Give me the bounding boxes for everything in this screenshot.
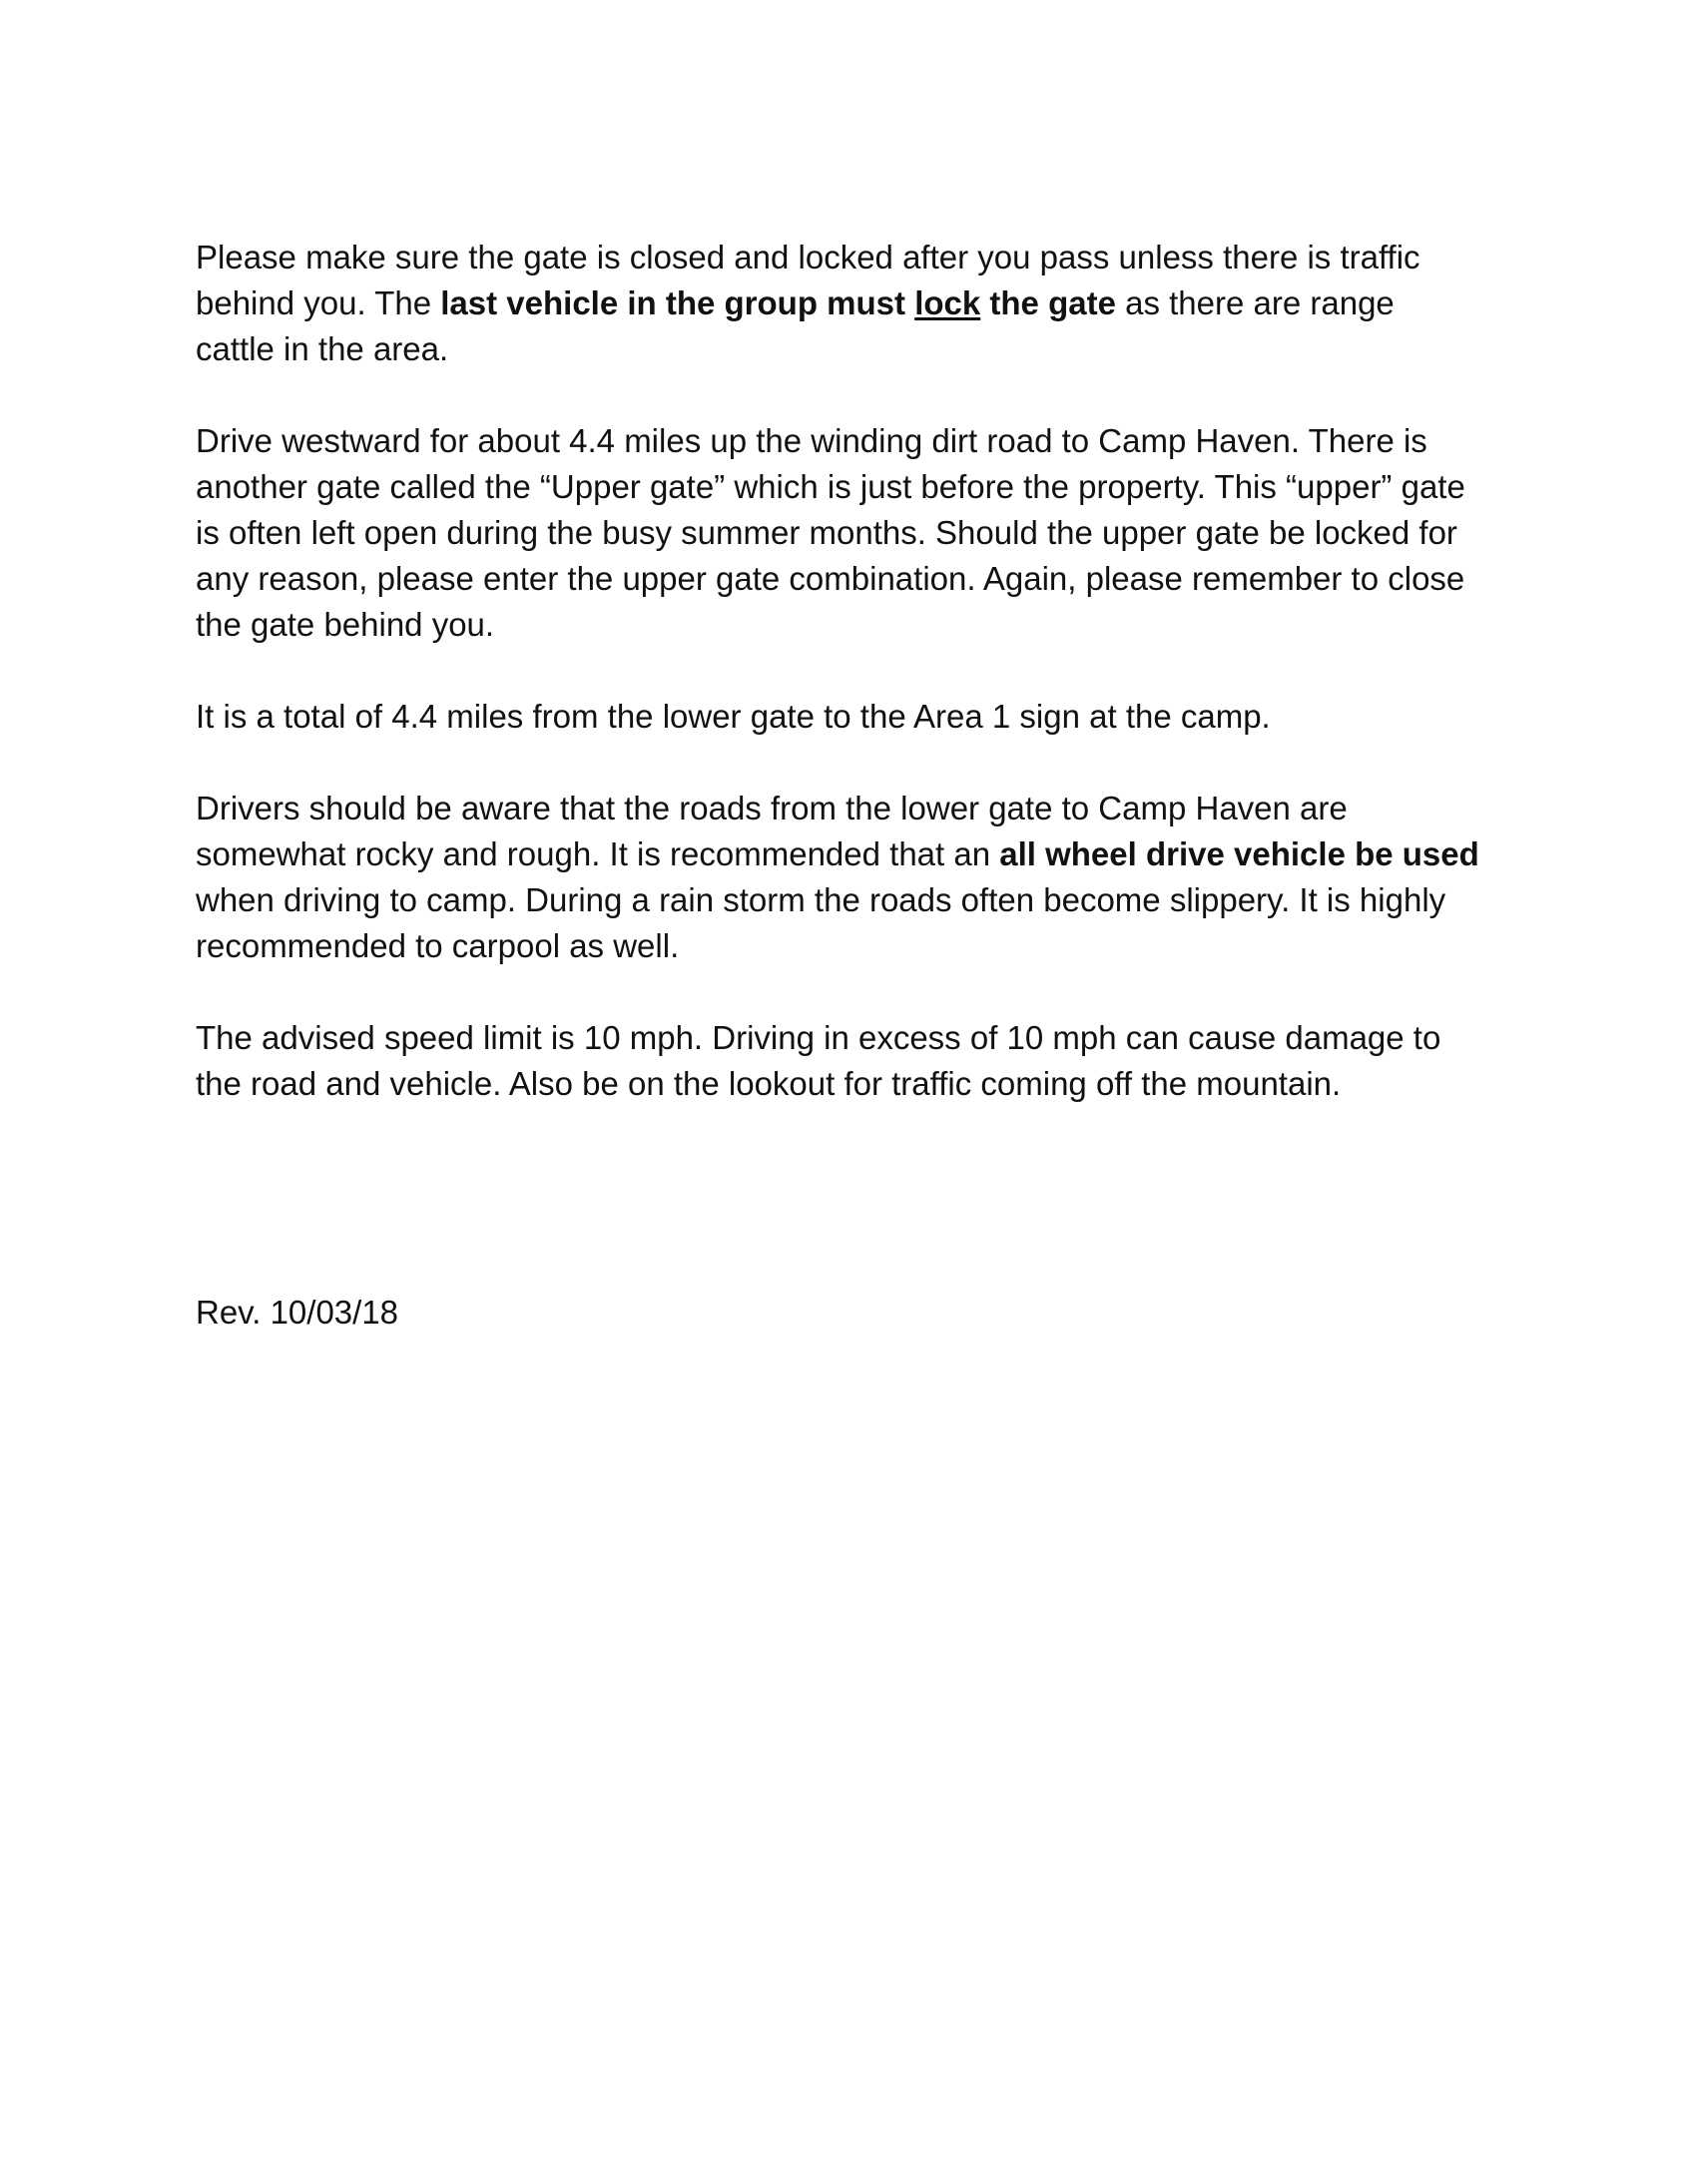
document-body [196,235,1523,1153]
distance-paragraph [196,694,1523,740]
line: another gate called the “Upper gate” which is just before the property. This “upper” gate [196,468,1465,505]
line: cattle in the area. [196,330,449,367]
text-run: somewhat rocky and rough. It is recommended that an [196,835,1000,872]
revision-date: Rev. 10/03/18 [196,1294,399,1331]
bold-text [440,284,1116,321]
text-run: as there are range [1115,284,1395,321]
line [196,835,1479,872]
bold-text: all wheel drive vehicle be used [999,835,1479,872]
line: the gate behind you. [196,606,495,643]
line: recommended to carpool as well. [196,927,680,964]
line: Drivers should be aware that the roads from the lower gate to Camp Haven are [196,790,1348,826]
line: any reason, please enter the upper gate combination. Again, please remember to close [196,560,1465,597]
route-directions-paragraph [196,418,1523,648]
gate-lock-paragraph [196,235,1523,372]
line: The advised speed limit is 10 mph. Driving in excess of 10 mph can cause damage to [196,1019,1441,1056]
text-run: behind you. The [196,284,441,321]
bold-run: the gate [980,284,1116,321]
speed-limit-paragraph [196,1015,1523,1107]
line: Please make sure the gate is closed and locked after you pass unless there is traffic [196,239,1420,275]
bold-run: last vehicle in the group must [440,284,915,321]
road-conditions-paragraph [196,786,1523,969]
line: the road and vehicle. Also be on the lookout for traffic coming off the mountain. [196,1065,1342,1102]
line: Drive westward for about 4.4 miles up the winding dirt road to Camp Haven. There is [196,422,1427,459]
underlined-text: lock [914,284,981,321]
line: is often left open during the busy summer months. Should the upper gate be locked for [196,514,1457,551]
line [196,284,1395,321]
line: It is a total of 4.4 miles from the lower gate to the Area 1 sign at the camp. [196,698,1271,735]
line: when driving to camp. During a rain storm the roads often become slippery. It is highly [196,881,1446,918]
